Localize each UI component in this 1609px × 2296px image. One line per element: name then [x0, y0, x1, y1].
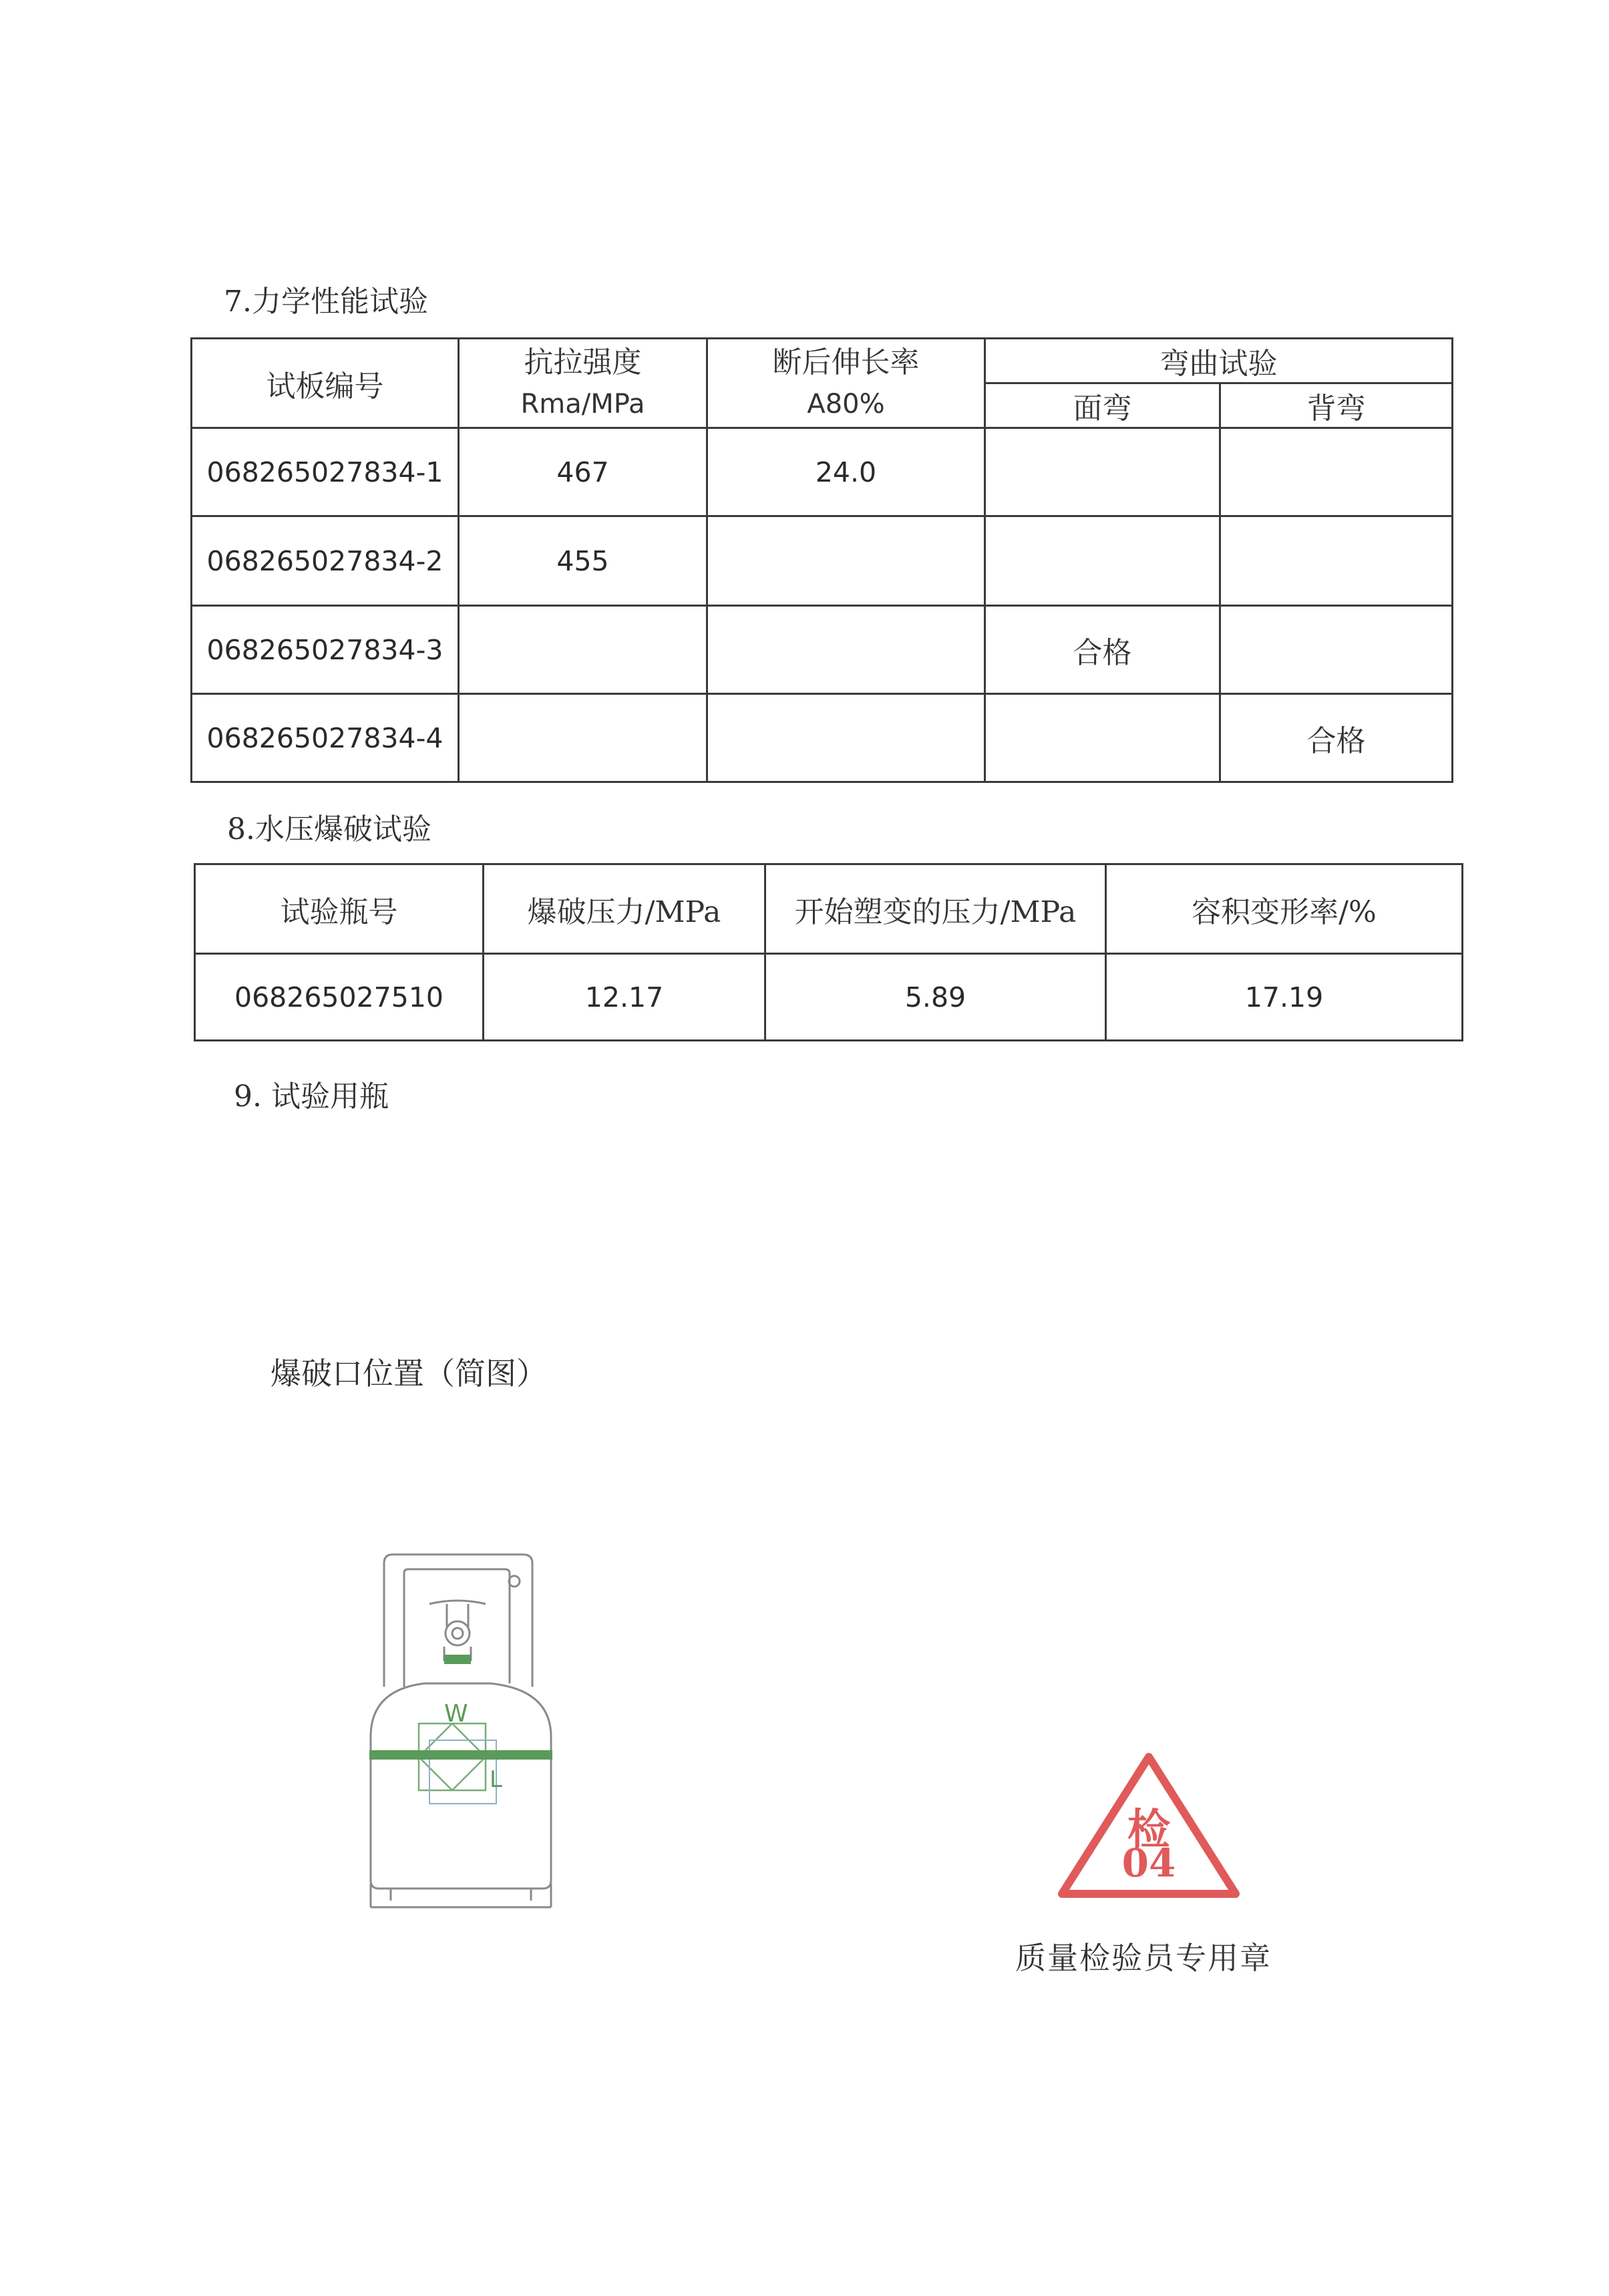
header-bend-test: 弯曲试验: [985, 339, 1453, 383]
header-bottle-no: 试验瓶号: [195, 864, 484, 954]
cylinder-diagram: [344, 1546, 578, 1917]
face-bend-result: [985, 428, 1220, 516]
section8-title: 8.水压爆破试验: [227, 812, 431, 846]
tensile-value: 467: [459, 428, 707, 516]
header-face-bend: 面弯: [985, 383, 1220, 428]
header-volume-deformation: 容积变形率/%: [1106, 864, 1463, 954]
header-plate-no: 试板编号: [192, 339, 459, 428]
table-row: [192, 428, 1453, 516]
stamp-caption: 质量检验员专用章: [1015, 1940, 1272, 1976]
stamp-number: 04: [1121, 1840, 1176, 1886]
stamp-char: 检: [1127, 1805, 1170, 1855]
header-yield-pressure: 开始塑变的压力/MPa: [765, 864, 1106, 954]
section9-title: 9. 试验用瓶: [234, 1080, 389, 1114]
header-back-bend: 背弯: [1220, 383, 1453, 428]
back-bend-result: [1220, 428, 1453, 516]
cylinder-label-w: W: [444, 1700, 468, 1728]
section7-title: 7.力学性能试验: [224, 285, 428, 319]
tensile-value: [459, 694, 707, 782]
elongation-value: [707, 694, 985, 782]
elongation-value: [707, 516, 985, 606]
yield-pressure-value: 5.89: [765, 954, 1106, 1041]
plate-id: 068265027834-3: [192, 606, 459, 694]
face-bend-result: [985, 694, 1220, 782]
header-tensile: [459, 339, 707, 428]
header-burst-pressure: 爆破压力/MPa: [484, 864, 765, 954]
plate-id: 068265027834-2: [192, 516, 459, 606]
table-row: [192, 606, 1453, 694]
plate-id: 068265027834-1: [192, 428, 459, 516]
burst-pressure-value: 12.17: [484, 954, 765, 1041]
elongation-value: 24.0: [707, 428, 985, 516]
diagram-caption: 爆破口位置（简图）: [271, 1355, 547, 1391]
cylinder-label-l: L: [490, 1766, 502, 1793]
burst-test-table: [194, 863, 1463, 1041]
face-bend-result: 合格: [985, 606, 1220, 694]
back-bend-result: [1220, 516, 1453, 606]
back-bend-result: 合格: [1220, 694, 1453, 782]
back-bend-result: [1220, 606, 1453, 694]
table-row: [195, 954, 1463, 1041]
tensile-value: 455: [459, 516, 707, 606]
table-row: [192, 694, 1453, 782]
mechanical-test-table: [190, 337, 1453, 783]
inspector-stamp: [1055, 1750, 1242, 1917]
header-elongation: [707, 339, 985, 428]
plate-id: 068265027834-4: [192, 694, 459, 782]
header-elongation-unit: A80%: [807, 388, 885, 420]
volume-deformation-value: 17.19: [1106, 954, 1463, 1041]
header-elongation-label: 断后伸长率: [772, 345, 920, 379]
header-tensile-unit: Rma/MPa: [520, 388, 645, 420]
face-bend-result: [985, 516, 1220, 606]
table-row: [192, 516, 1453, 606]
elongation-value: [707, 606, 985, 694]
bottle-id: 068265027510: [195, 954, 484, 1041]
tensile-value: [459, 606, 707, 694]
header-tensile-label: 抗拉强度: [524, 345, 642, 379]
